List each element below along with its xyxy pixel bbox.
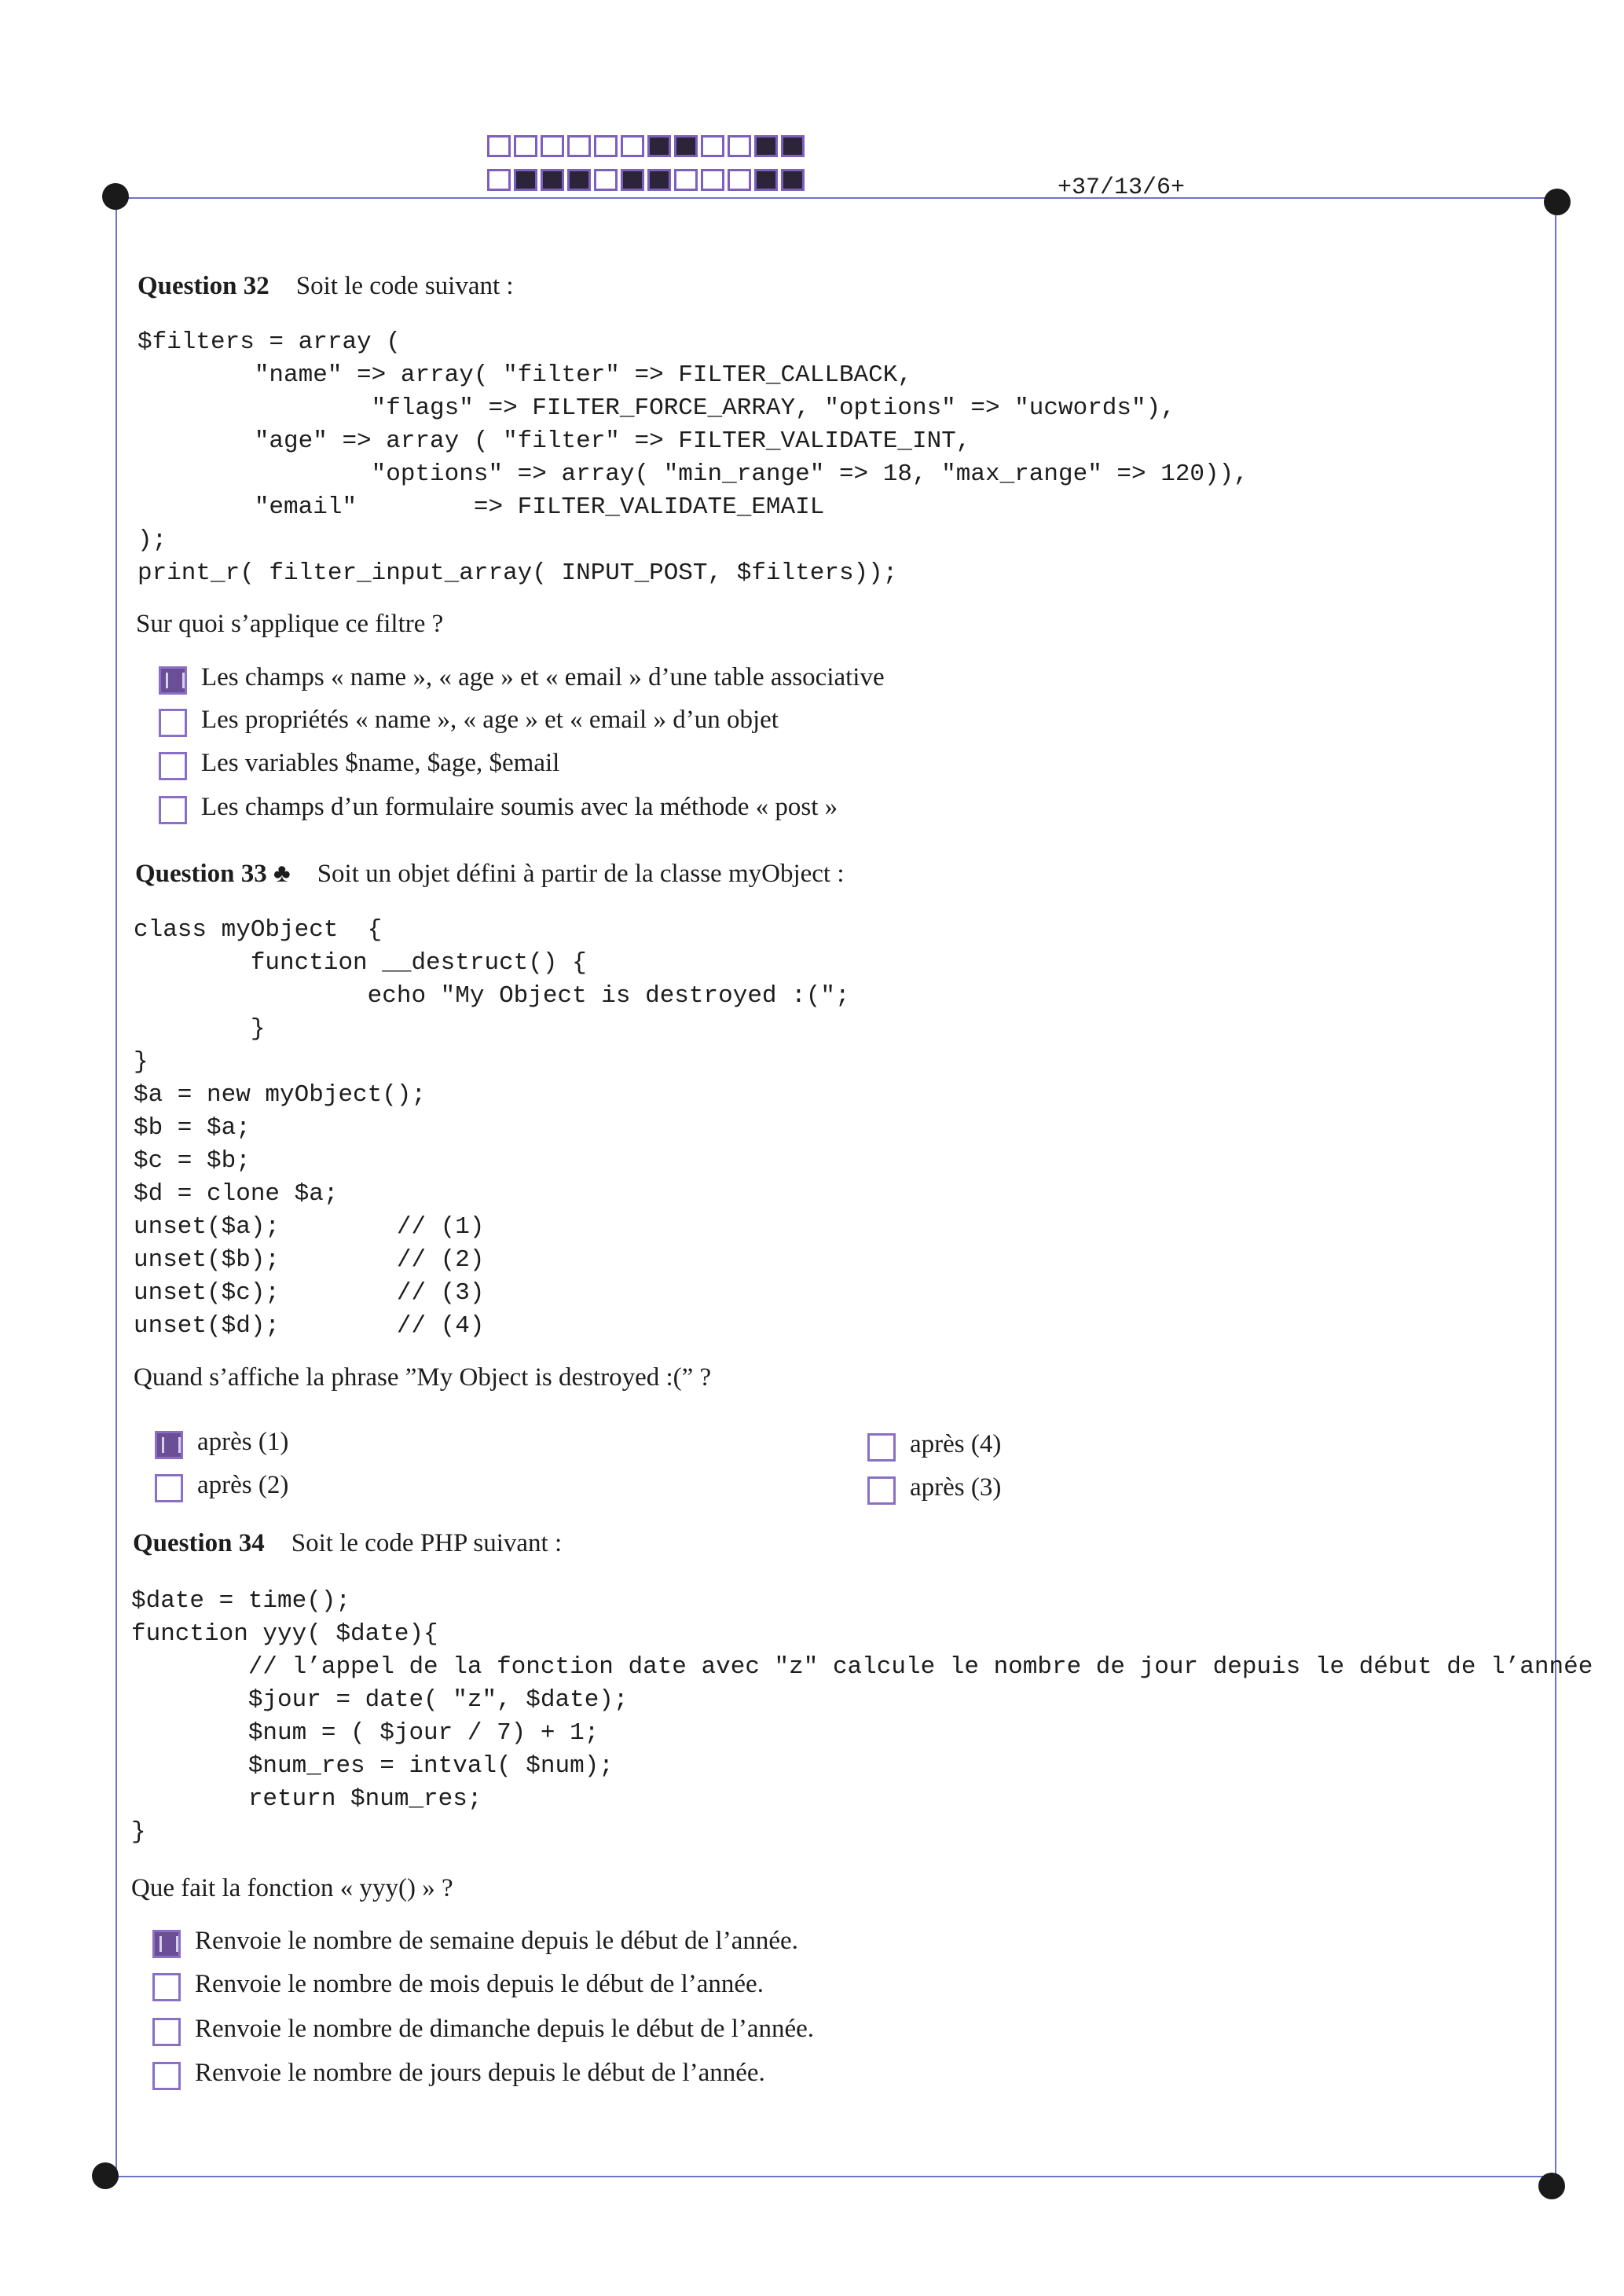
- barcode-cell: [728, 169, 751, 191]
- q34-answer-2-checkbox[interactable]: [152, 1973, 181, 2001]
- code-line: unset($a); // (1): [134, 1213, 485, 1241]
- question-34-prompt: Soit le code PHP suivant :: [291, 1529, 563, 1557]
- barcode-row-2: [487, 169, 808, 191]
- code-line: unset($b); // (2): [134, 1246, 485, 1274]
- code-line: function yyy( $date){: [131, 1620, 438, 1648]
- page-code: +37/13/6+: [1058, 174, 1186, 201]
- barcode-cell: [514, 169, 537, 191]
- q33-answer-1-checkbox[interactable]: [155, 1431, 183, 1459]
- code-line: unset($d); // (4): [134, 1312, 485, 1340]
- q34-answer-4-label: Renvoie le nombre de jours depuis le début de l’année.: [195, 2059, 765, 2087]
- code-line: // l’appel de la fonction date avec "z" calcule le nombre de jour depuis le début de l’année: [131, 1653, 1593, 1681]
- code-line: $num = ( $jour / 7) + 1;: [131, 1719, 599, 1747]
- q34-answer-4-checkbox[interactable]: [152, 2062, 181, 2090]
- q34-answer-1-label: Renvoie le nombre de semaine depuis le début de l’année.: [195, 1927, 798, 1955]
- barcode-cell: [647, 169, 671, 191]
- code-line: $d = clone $a;: [134, 1180, 339, 1208]
- code-line: }: [131, 1818, 146, 1846]
- question-34-heading: [133, 1529, 562, 1558]
- question-32-question: Sur quoi s’applique ce filtre ?: [136, 610, 444, 638]
- code-line: }: [134, 1048, 148, 1076]
- code-line: );: [137, 526, 167, 554]
- q32-answer-1-checkbox[interactable]: [159, 666, 187, 695]
- barcode-cell: [487, 169, 511, 191]
- barcode-cell: [541, 135, 564, 157]
- q33-answer-4-checkbox[interactable]: [867, 1476, 896, 1505]
- code-line: echo "My Object is destroyed :(";: [134, 982, 850, 1010]
- code-line: $c = $b;: [134, 1147, 251, 1175]
- q32-answer-3-label: Les variables $name, $age, $email: [201, 749, 560, 777]
- q34-answer-3-checkbox[interactable]: [152, 2018, 181, 2046]
- barcode-cell: [781, 135, 805, 157]
- code-line: "age" => array ( "filter" => FILTER_VALIDATE_INT,: [137, 427, 971, 455]
- barcode-cell: [781, 169, 805, 191]
- q32-answer-2-checkbox[interactable]: [159, 709, 187, 737]
- code-line: $num_res = intval( $num);: [131, 1752, 614, 1780]
- code-line: "flags" => FILTER_FORCE_ARRAY, "options" => "ucwords"),: [137, 394, 1175, 422]
- barcode-cell: [567, 135, 591, 157]
- barcode-cell: [674, 169, 698, 191]
- code-line: $b = $a;: [134, 1114, 251, 1142]
- question-33-question: Quand s’affiche la phrase ”My Object is destroyed :(” ?: [134, 1363, 712, 1392]
- barcode-cell: [621, 169, 644, 191]
- q32-answer-4-checkbox[interactable]: [159, 796, 187, 824]
- q34-answer-2-label: Renvoie le nombre de mois depuis le début de l’année.: [195, 1970, 764, 1998]
- barcode-cell: [701, 169, 724, 191]
- registration-mark-bottom-left: [92, 2162, 119, 2189]
- barcode-cell: [728, 135, 751, 157]
- question-34-question: Que fait la fonction « yyy() » ?: [131, 1874, 453, 1902]
- q34-answer-3-label: Renvoie le nombre de dimanche depuis le début de l’année.: [195, 2015, 815, 2043]
- code-line: $date = time();: [131, 1587, 351, 1615]
- barcode-cell: [621, 135, 644, 157]
- question-34-label: Question 34: [133, 1529, 265, 1557]
- code-line: return $num_res;: [131, 1785, 482, 1813]
- registration-mark-top-right: [1544, 189, 1571, 215]
- question-33-label: Question 33 ♣: [135, 860, 291, 888]
- q33-answer-2-checkbox[interactable]: [155, 1474, 183, 1502]
- q33-answer-4-label: après (3): [910, 1473, 1002, 1502]
- code-line: function __destruct() {: [134, 949, 587, 977]
- code-line: class myObject {: [134, 916, 383, 944]
- registration-mark-top-left: [102, 183, 129, 210]
- registration-mark-bottom-right: [1538, 2173, 1565, 2199]
- barcode-cell: [594, 135, 618, 157]
- q32-answer-2-label: Les propriétés « name », « age » et « email » d’un objet: [201, 706, 779, 734]
- code-line: "email" => FILTER_VALIDATE_EMAIL: [137, 493, 825, 521]
- barcode-cell: [647, 135, 671, 157]
- code-line: unset($c); // (3): [134, 1279, 485, 1307]
- barcode-cell: [567, 169, 591, 191]
- question-32-heading: [137, 272, 514, 301]
- q33-answer-2-label: après (2): [197, 1471, 289, 1499]
- barcode-cell: [514, 135, 537, 157]
- code-line: "name" => array( "filter" => FILTER_CALLBACK,: [137, 361, 912, 389]
- barcode-cell: [487, 135, 511, 157]
- code-line: $filters = array (: [137, 328, 401, 356]
- barcode-cell: [754, 135, 778, 157]
- barcode-cell: [594, 169, 618, 191]
- q33-answer-3-label: après (4): [910, 1430, 1002, 1458]
- q33-answer-3-checkbox[interactable]: [867, 1433, 896, 1462]
- q33-answer-1-label: après (1): [197, 1428, 289, 1456]
- barcode-row-1: [487, 135, 808, 157]
- code-line: }: [134, 1015, 266, 1043]
- q32-answer-1-label: Les champs « name », « age » et « email » d’une table associative: [201, 663, 885, 691]
- code-line: $a = new myObject();: [134, 1081, 427, 1109]
- q32-answer-4-label: Les champs d’un formulaire soumis avec la méthode « post »: [201, 793, 838, 821]
- question-32-label: Question 32: [137, 272, 269, 300]
- barcode-cell: [754, 169, 778, 191]
- barcode-cell: [541, 169, 564, 191]
- code-line: $jour = date( "z", $date);: [131, 1686, 629, 1714]
- barcode-cell: [701, 135, 724, 157]
- question-32-prompt: Soit le code suivant :: [295, 272, 514, 300]
- question-33-prompt: Soit un objet défini à partir de la classe myObject :: [317, 860, 845, 888]
- code-line: print_r( filter_input_array( INPUT_POST, $filters));: [137, 559, 898, 587]
- q34-answer-1-checkbox[interactable]: [152, 1930, 181, 1958]
- barcode-cell: [674, 135, 698, 157]
- question-33-heading: [135, 860, 845, 889]
- q32-answer-3-checkbox[interactable]: [159, 752, 187, 780]
- code-line: "options" => array( "min_range" => 18, "max_range" => 120)),: [137, 460, 1248, 488]
